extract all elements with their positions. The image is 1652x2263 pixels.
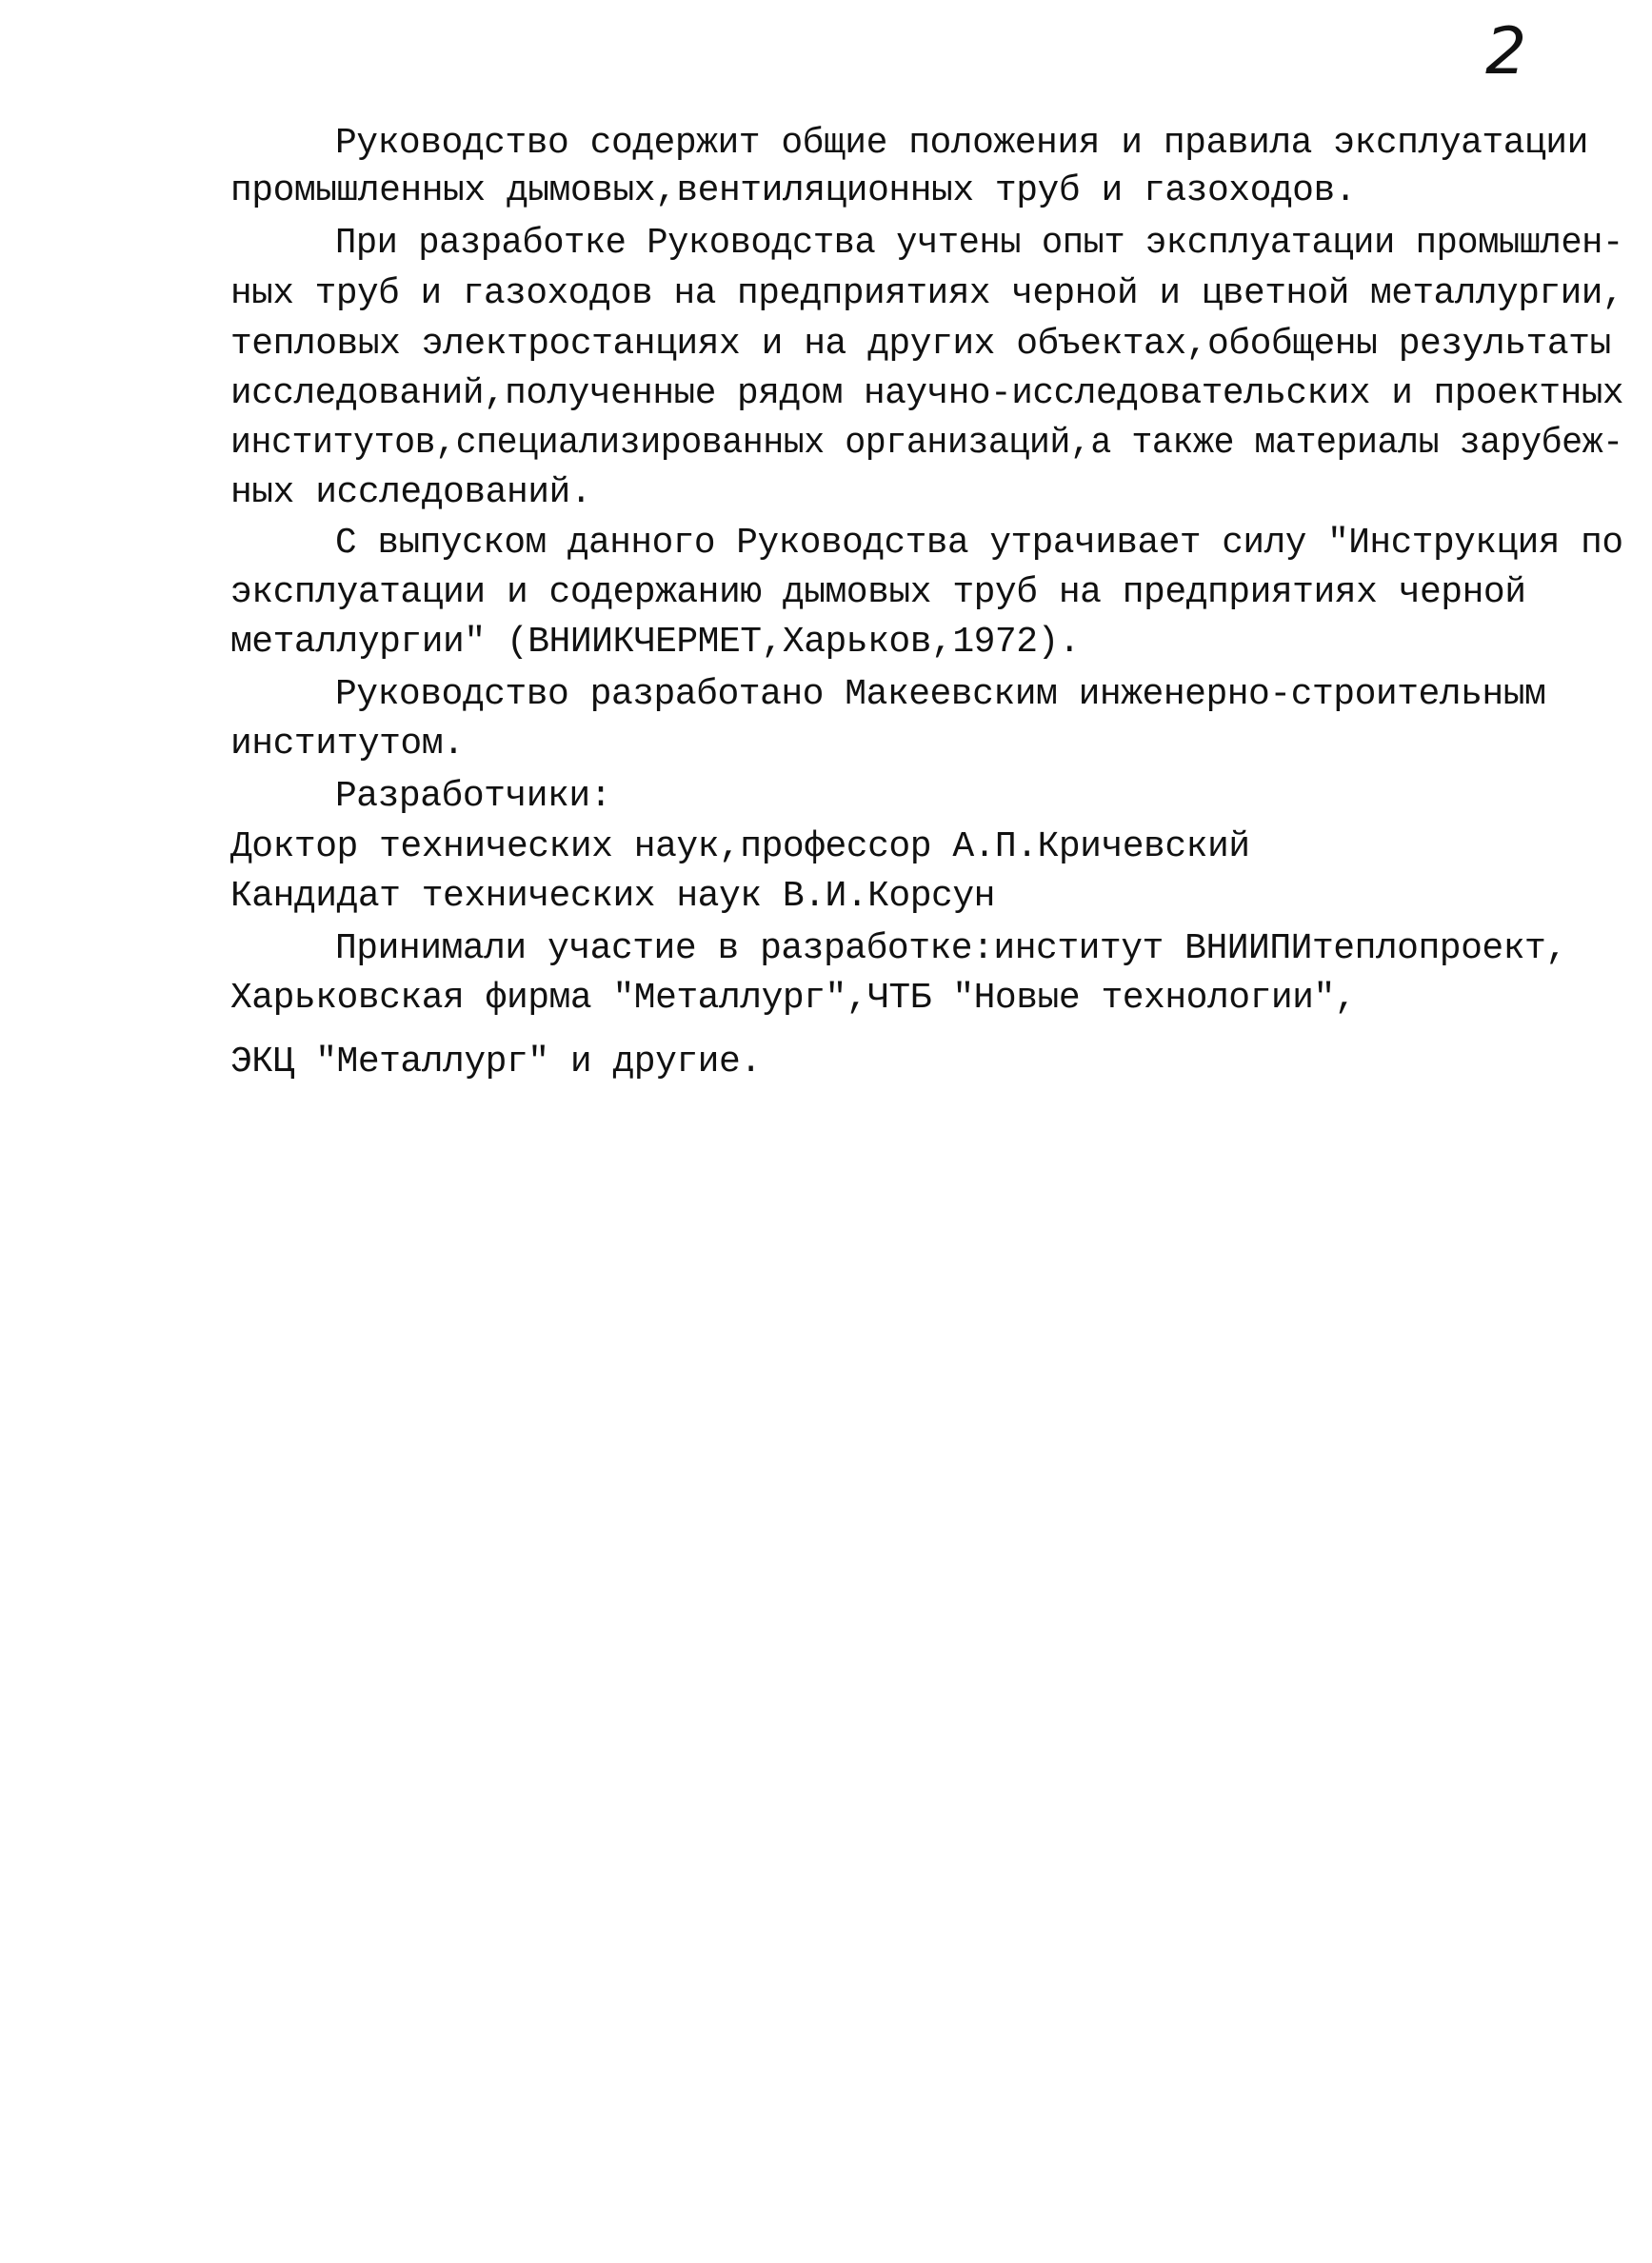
text-line-2: промышленных дымовых,вентиляционных труб и газоходов.	[230, 170, 1357, 211]
text-line-9: С выпуском данного Руководства утрачивает силу "Инструкция по	[335, 523, 1623, 564]
text-line-5: тепловых электростанциях и на других объектах,обобщены результаты	[230, 324, 1611, 365]
text-line-8: ных исследований.	[230, 472, 592, 513]
text-line-11: металлургии" (ВНИИКЧЕРМЕТ,Харьков,1972).	[230, 622, 1081, 663]
text-line-4: ных труб и газоходов на предприятиях черной и цветной металлургии,	[230, 273, 1624, 314]
text-line-7: институтов,специализированных организаций,а также материалы зарубеж-	[230, 423, 1623, 464]
page-number: 2	[1485, 14, 1527, 89]
text-line-15: Доктор технических наук,профессор А.П.Кричевский	[230, 826, 1250, 867]
text-line-12: Руководство разработано Макеевским инженерно-строительным	[335, 674, 1546, 715]
text-line-6: исследований,полученные рядом научно-исследовательских и проектных	[230, 373, 1624, 414]
text-line-18: Харьковская фирма "Металлург",ЧТБ "Новые технологии",	[230, 978, 1357, 1019]
text-line-3: При разработке Руководства учтены опыт эксплуатации промышлен-	[335, 223, 1623, 264]
text-line-16: Кандидат технических наук В.И.Корсун	[230, 876, 995, 917]
text-line-19: ЭКЦ "Металлург" и другие.	[230, 1042, 762, 1082]
text-line-14: Разработчики:	[335, 776, 611, 817]
text-line-13: институтом.	[230, 724, 465, 764]
text-line-1: Руководство содержит общие положения и правила эксплуатации	[335, 123, 1588, 164]
text-line-10: эксплуатации и содержанию дымовых труб на предприятиях черной	[230, 572, 1526, 613]
text-line-17: Принимали участие в разработке:институт ВНИИПИтеплопроект,	[335, 928, 1567, 969]
